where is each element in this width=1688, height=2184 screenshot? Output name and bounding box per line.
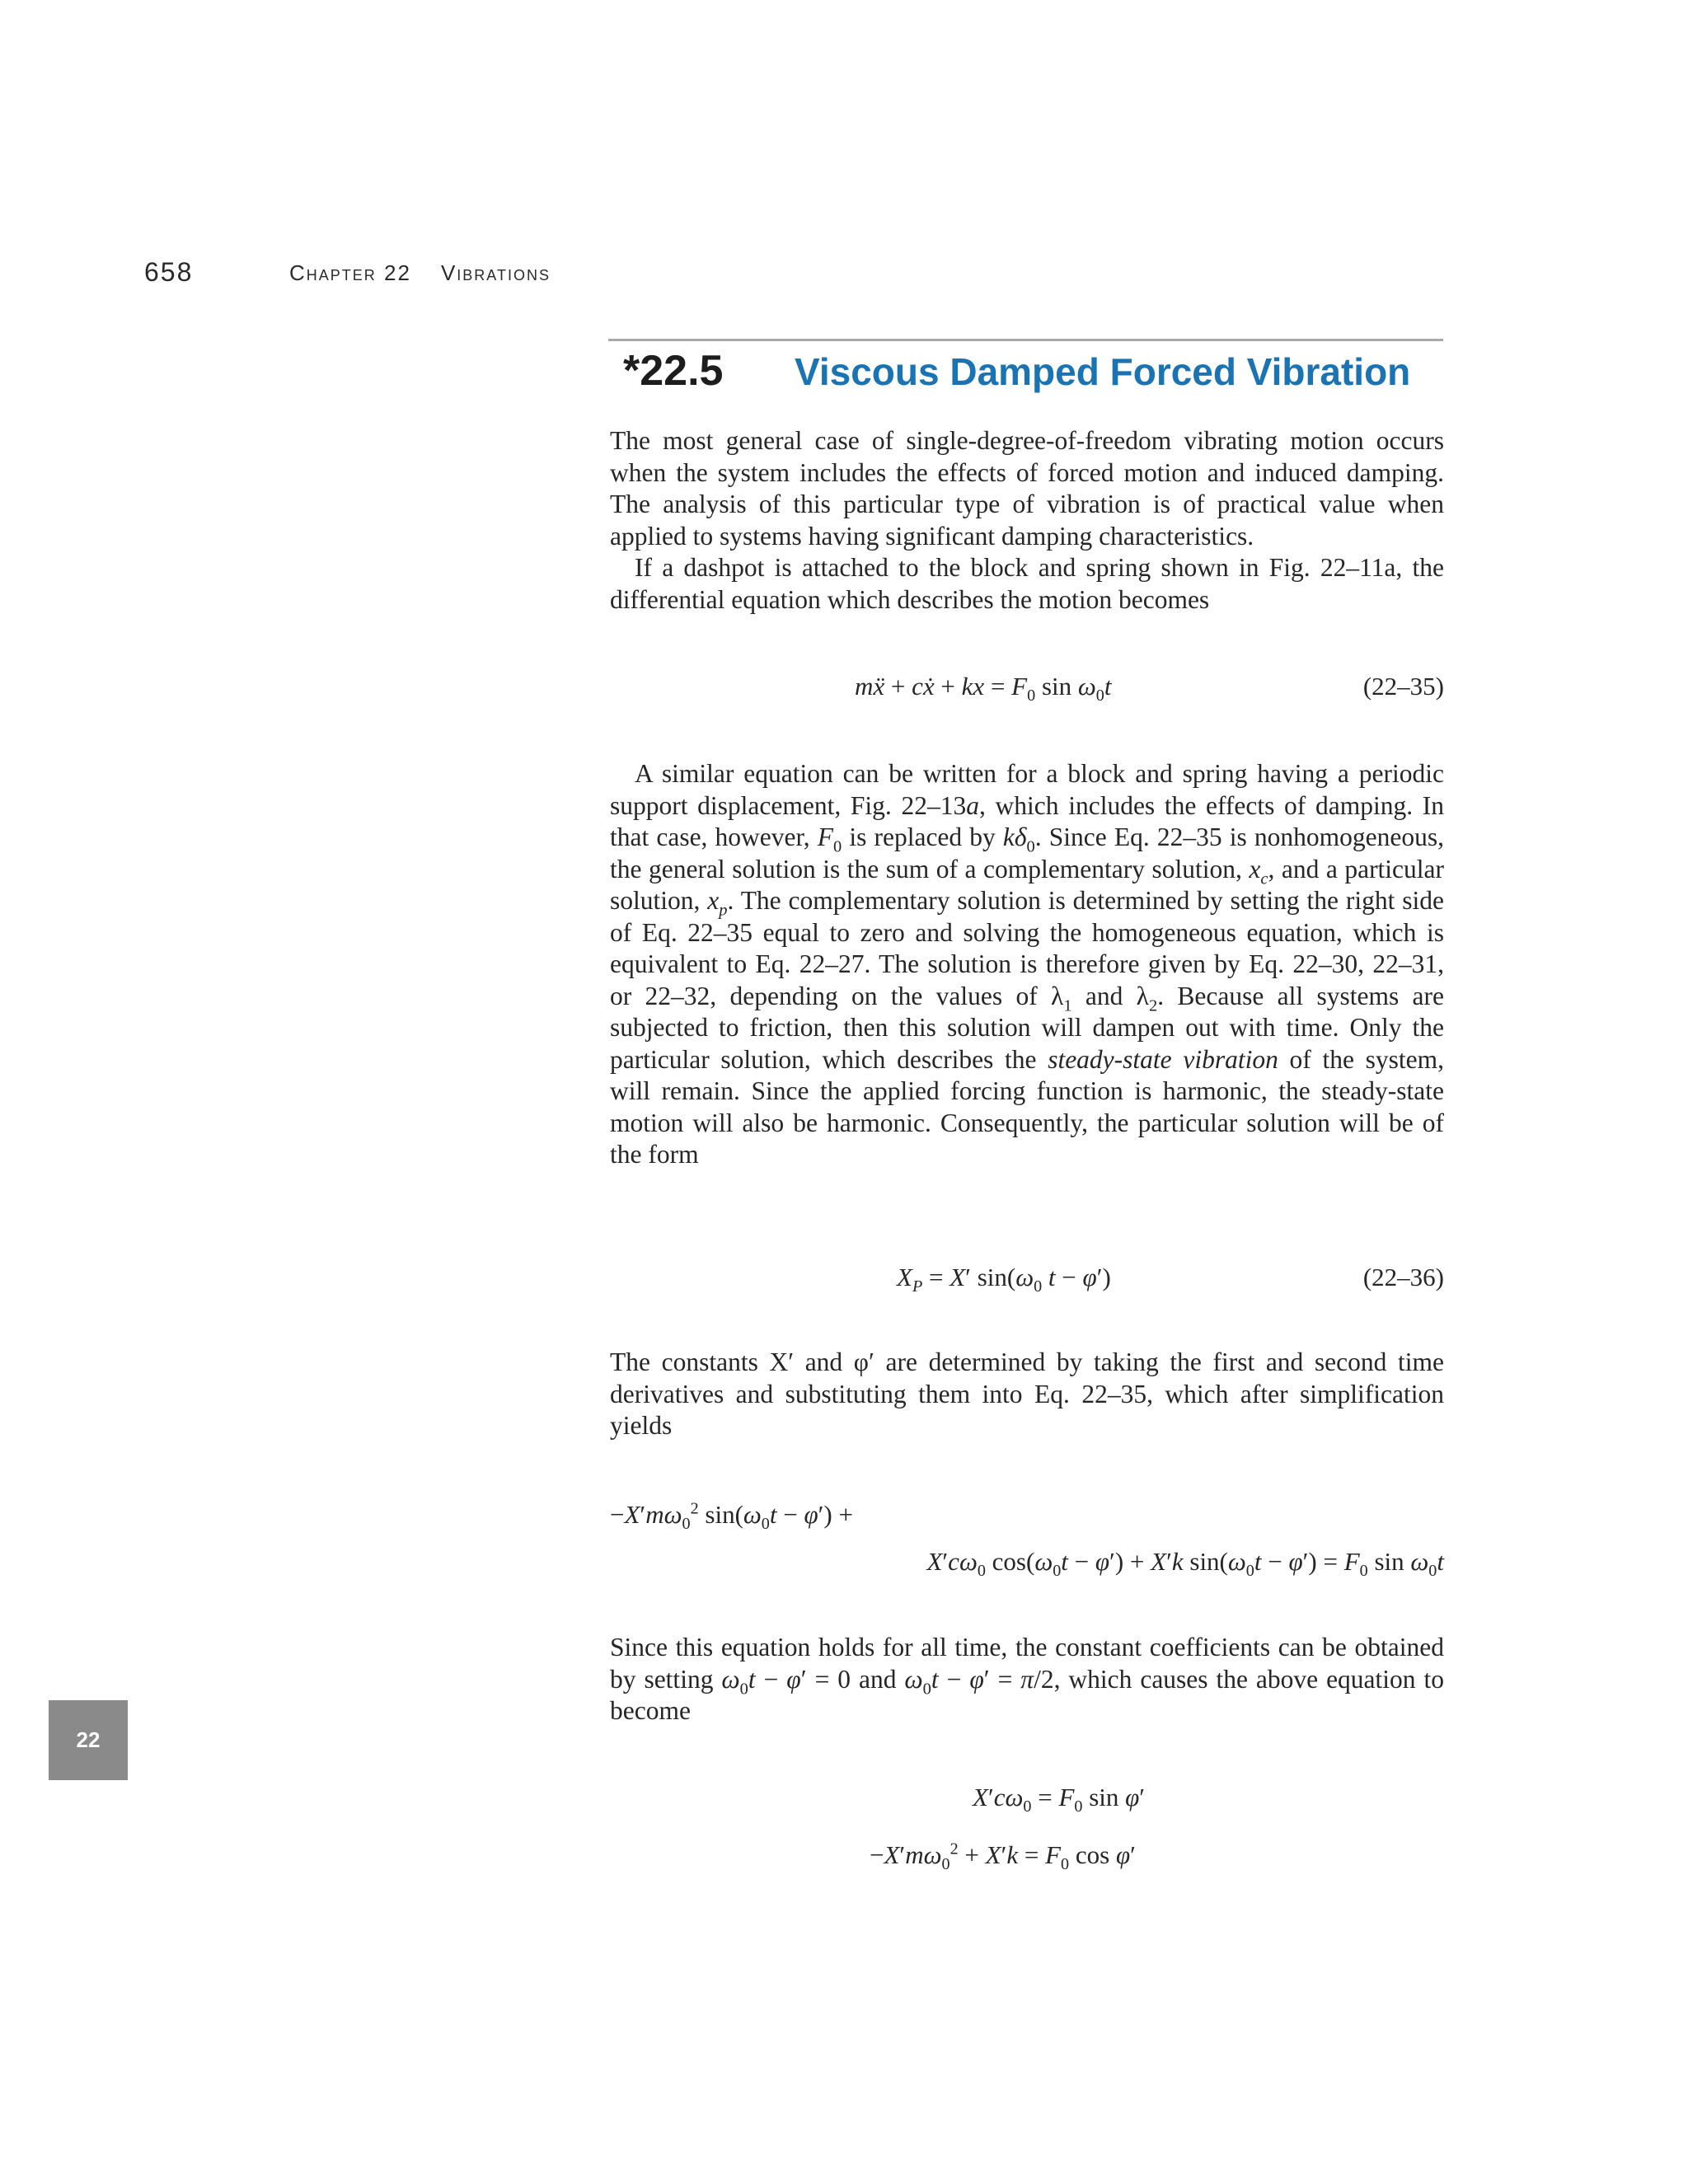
paragraph-6: Since this equation holds for all time, the constant coefficients can be obtained by setting $\omega_0t - \varphi' = 0$ and $\omega_0t - \varphi' = \pi/2$, which causes the above equation to become xyxy=(610,1633,1444,1725)
paragraph-1: The most general case of single-degree-of-freedom vibrating motion occurs when the system includes the effects of forced motion and induced damping. The analysis of this particular type of vibration is of practical value when applied to systems having significant damping characteristics. xyxy=(610,426,1444,551)
chapter-thumb-tab: 22 xyxy=(49,1700,128,1780)
equation-22-35: mẍ + cẋ + kx = $F_0$ $\sin \omega_0t$ xyxy=(855,672,1112,705)
equation-22-36: $X_P = X'$ $\sin(\omega_0$ t − φ′) xyxy=(897,1263,1111,1296)
equation-expanded-line-1: $-X'm\omega_0^2$ $\sin(\omega_0t - \varphi')$ + xyxy=(610,1499,853,1534)
chapter-title: Vibrations xyxy=(440,260,551,285)
paragraph-5: The constants X′ and φ′ are determined by taking the first and second time derivatives and substituting them into Eq. 22–35, which after simplification yields xyxy=(610,1347,1444,1440)
section-rule xyxy=(608,339,1443,341)
chapter-label: Chapter 22 xyxy=(289,260,411,285)
paragraph-2: If a dashpot is attached to the block and spring shown in Fig. 22–11a, the differential equation which describes the motion becomes xyxy=(610,553,1444,614)
equation-coefficient-1: $X'c\omega_0 = F_0$ sin φ′ xyxy=(973,1783,1146,1816)
equation-number-22-35: (22–35) xyxy=(1362,672,1444,701)
paragraph-6-end: which causes the above equation to become xyxy=(610,1664,1444,1725)
equation-expanded-line-2: $X'c\omega_0$ $\cos(\omega_0t - \varphi') + X'k$ $\sin(\omega_0t - \varphi') = F_0$ $\sin \omega_0t$ xyxy=(926,1547,1444,1581)
page-number: 658 xyxy=(144,257,194,287)
running-header xyxy=(144,257,551,290)
paragraph-3: A similar equation can be written for a block and spring having a periodic support displacement, Fig. 22–13a, which includes the effects of damping. In that case, however, $F_0$ is replaced by $k\delta_0$. Since Eq. 22–35 is nonhomogeneous, the general solution is the sum of a complementary solution, $x_c$, and a particular solution, $x_p$. The complementary solution is determined by setting the right side of Eq. 22–35 equal to zero and solving the homogeneous equation, which is equivalent to Eq. 22–27. The solution is therefore given by Eq. 22–30, 22–31, or 22–32, depending on the values of $\lambda_1$ and $\lambda_2$. Because all systems are subjected to friction, then this solution will dampen out with time. Only the particular solution, which describes the steady-state vibration of the system, will remain. Since the applied forcing function is harmonic, the steady-state motion will also be harmonic. Consequently, the particular solution will be of the form xyxy=(610,759,1445,1169)
chapter-running-title xyxy=(289,260,551,286)
section-title: Viscous Damped Forced Vibration xyxy=(795,350,1411,393)
section-number: *22.5 xyxy=(623,347,724,395)
equation-coefficient-2: $-X'm\omega_0^2 + X'k = F_0$ cos φ′ xyxy=(870,1840,1136,1874)
section-heading xyxy=(623,346,1447,404)
equation-number-22-36: (22–36) xyxy=(1362,1263,1444,1291)
paragraph-intro xyxy=(610,425,1444,616)
